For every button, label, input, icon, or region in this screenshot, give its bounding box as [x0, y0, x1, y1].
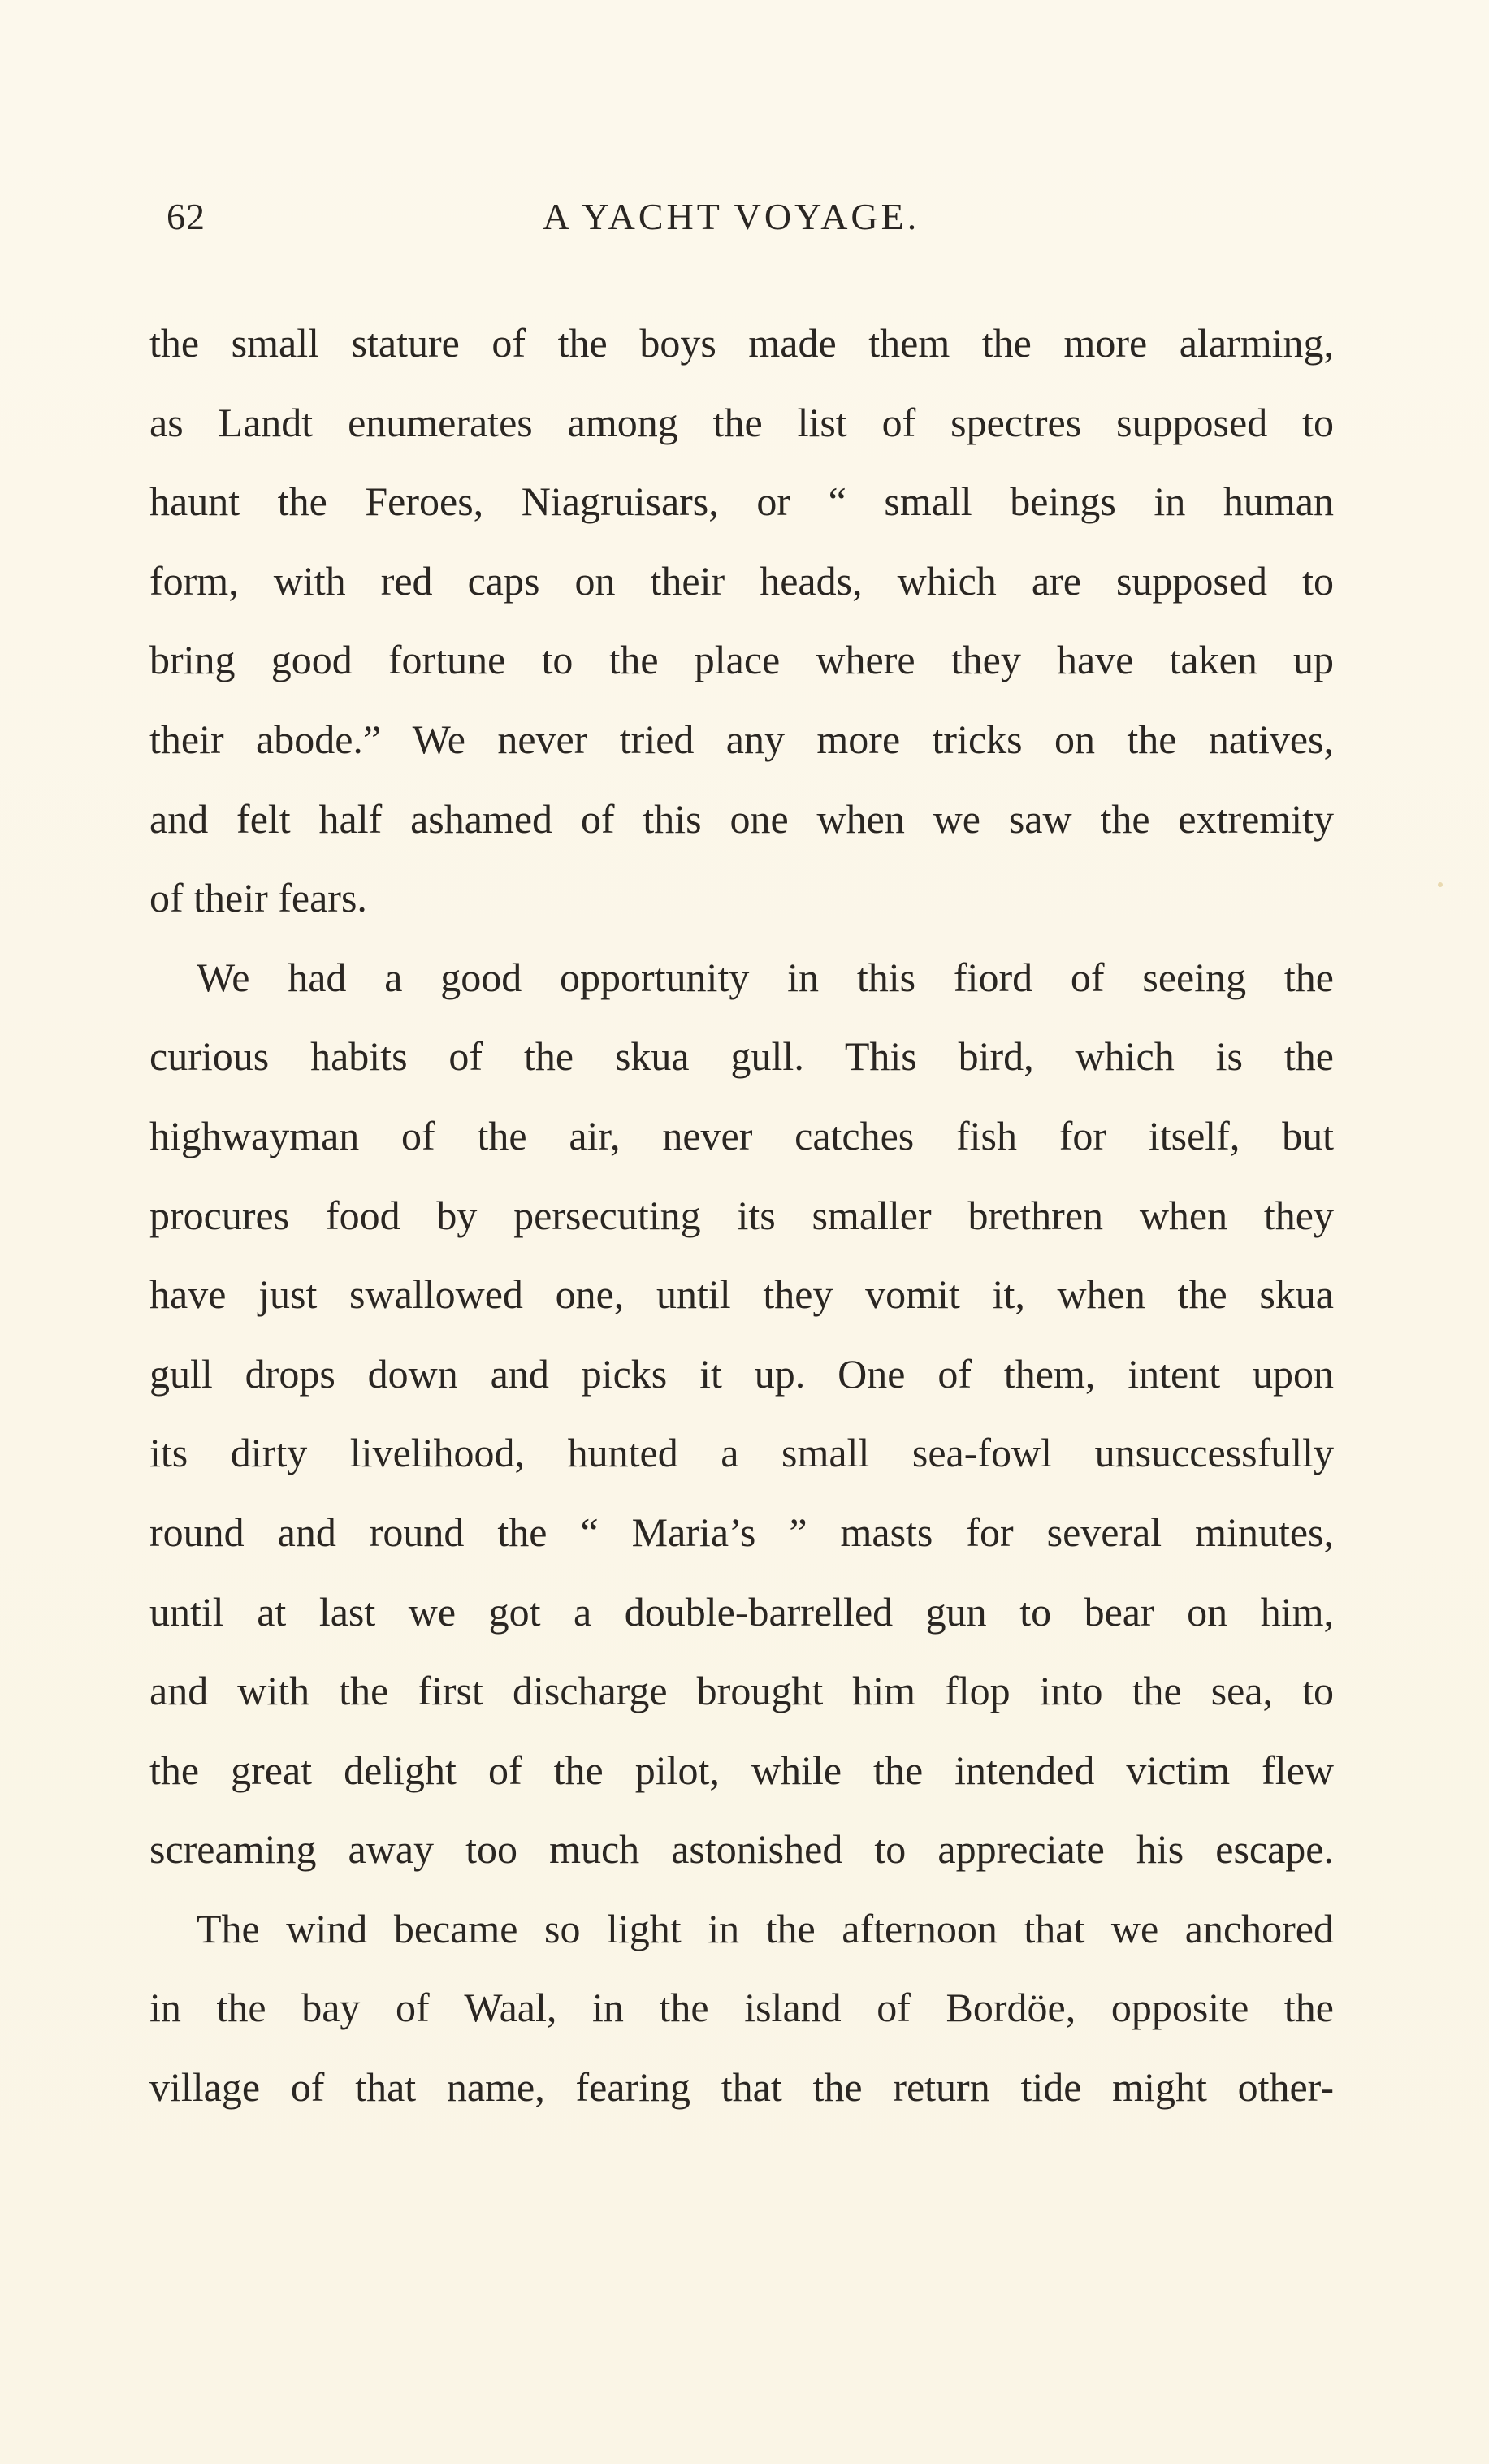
text-line: We had a good opportunity in this fiord of seeing the	[197, 954, 1334, 1000]
text-line: as Landt enumerates among the list of spectres supposed to	[149, 399, 1334, 445]
running-head	[0, 195, 1489, 252]
text-line: round and round the “ Maria’s ” masts for several minutes,	[149, 1509, 1334, 1555]
text-line: their abode.” We never tried any more tricks on the natives,	[149, 716, 1334, 762]
paragraph-2	[149, 938, 1334, 1890]
text-line: the great delight of the pilot, while the intended victim flew	[149, 1747, 1334, 1793]
text-line: The wind became so light in the afternoon that we anchored	[197, 1905, 1334, 1951]
text-line: village of that name, fearing that the return tide might other-	[149, 2064, 1334, 2111]
text-line: curious habits of the skua gull. This bird, which is the	[149, 1033, 1334, 1080]
text-line: and felt half ashamed of this one when we saw the extremity	[149, 795, 1334, 842]
paragraph-1	[149, 304, 1334, 938]
body-text	[149, 304, 1334, 2128]
text-line: haunt the Feroes, Niagruisars, or “ small beings in human	[149, 479, 1334, 525]
page-number: 62	[167, 196, 206, 237]
text-line: procures food by persecuting its smaller brethren when they	[149, 1192, 1334, 1238]
text-line: of their fears.	[149, 875, 367, 921]
text-line: its dirty livelihood, hunted a small sea-fowl unsuccessfully	[149, 1430, 1334, 1476]
paragraph-3	[149, 1890, 1334, 2128]
text-line: screaming away too much astonished to appreciate his escape.	[149, 1826, 1334, 1873]
text-line: have just swallowed one, until they vomit it, when the skua	[149, 1271, 1334, 1318]
text-line: in the bay of Waal, in the island of Bordöe, opposite the	[149, 1985, 1334, 2031]
text-line: highwayman of the air, never catches fish for itself, but	[149, 1112, 1334, 1158]
running-title: A YACHT VOYAGE.	[543, 196, 920, 237]
text-line: bring good fortune to the place where they have taken up	[149, 637, 1334, 683]
text-line: the small stature of the boys made them the more alarming,	[149, 320, 1334, 366]
text-line: form, with red caps on their heads, which are supposed to	[149, 557, 1334, 604]
text-line: gull drops down and picks it up. One of them, intent upon	[149, 1350, 1334, 1397]
text-line: and with the first discharge brought him flop into the sea, to	[149, 1668, 1334, 1714]
paper-speck	[1438, 882, 1443, 887]
text-line: until at last we got a double-barrelled gun to bear on him,	[149, 1588, 1334, 1635]
